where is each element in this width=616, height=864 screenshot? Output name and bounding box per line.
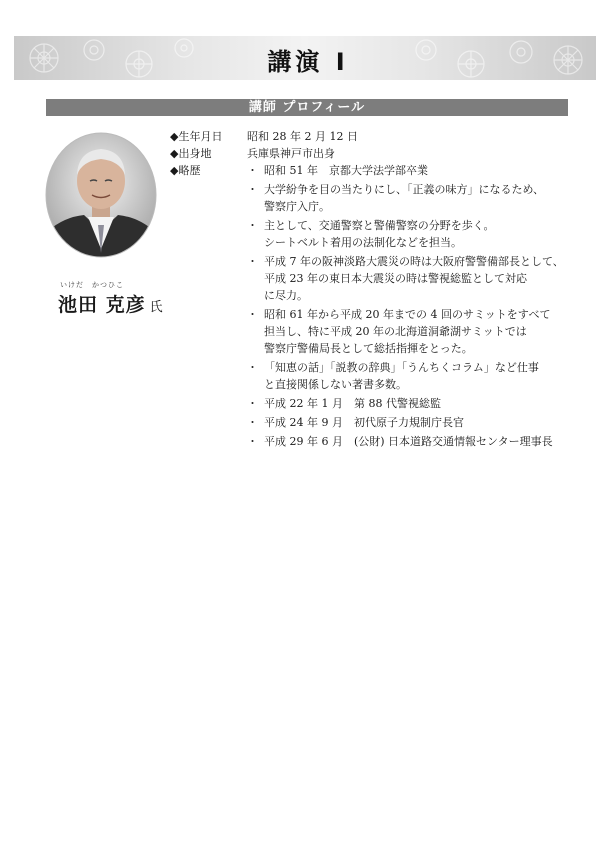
career-bullet: ・ [247,361,258,374]
career-item [247,359,567,393]
career-bullet: ・ [247,397,258,410]
career-item [247,433,567,450]
career-item [247,306,567,357]
speaker-name [58,290,164,317]
hometown-value: 兵庫県神戸市出身 [247,147,335,160]
career-item [247,217,567,251]
career-item-line: 警察庁入庁。 [264,200,330,213]
birth-value: 昭和 28 年 2 月 12 日 [247,130,358,143]
career-item-line: 平成 29 年 6 月 (公財) 日本道路交通情報センター理事長 [264,435,553,448]
profile-section-bar: 講師 プロフィール [46,99,568,116]
career-item-line: 平成 22 年 1 月 第 88 代警視総監 [264,397,441,410]
career-item-line: と直接関係しない著書多数。 [264,378,407,391]
career-item-line: 昭和 61 年から平成 20 年までの 4 回のサミットをすべて [264,308,551,321]
speaker-portrait-icon [44,131,158,259]
profile-info [170,128,570,448]
career-item-line: 昭和 51 年 京都大学法学部卒業 [264,164,428,177]
hometown-row [170,145,570,162]
career-item [247,414,567,431]
career-item [247,181,567,215]
career-bullet: ・ [247,164,258,177]
speaker-honorific: 氏 [149,300,164,315]
career-item-line: 警察庁警備局長として総括指揮をとった。 [264,342,473,355]
career-item [247,395,567,412]
career-list [247,162,567,452]
career-bullet: ・ [247,255,258,268]
career-item-line: 大学紛争を目の当たりにし、「正義の味方」になるため、 [264,183,545,196]
career-label: ◆略歴 [170,164,201,177]
career-item-line: に尽力。 [264,289,308,302]
career-item-line: 担当し、特に平成 20 年の北海道洞爺湖サミットでは [264,325,527,338]
career-item-line: 「知恵の話」「説教の辞典」「うんちくコラム」など仕事 [264,361,539,374]
career-item [247,253,567,304]
page-title: 講演 I [267,48,349,76]
career-item-line: 平成 7 年の阪神淡路大震災の時は大阪府警警備部長として、 [264,255,564,268]
career-item-line: 平成 24 年 9 月 初代原子力規制庁長官 [264,416,464,429]
speaker-name-ruby: いけだ かつひこ [60,281,124,289]
birth-row [170,128,570,145]
career-item-line: 平成 23 年の東日本大震災の時は警視総監として対応 [264,272,527,285]
career-item [247,162,567,179]
career-item-line: 主として、交通警察と警備警察の分野を歩く。 [264,219,495,232]
career-bullet: ・ [247,435,258,448]
career-bullet: ・ [247,416,258,429]
birth-label: ◆生年月日 [170,130,223,143]
career-item-line: シートベルト着用の法制化などを担当。 [264,236,462,249]
speaker-name-block [58,280,164,317]
career-bullet: ・ [247,308,258,321]
hometown-label: ◆出身地 [170,147,212,160]
speaker-name-text: 池田 克彦 [58,294,146,316]
career-bullet: ・ [247,183,258,196]
career-bullet: ・ [247,219,258,232]
